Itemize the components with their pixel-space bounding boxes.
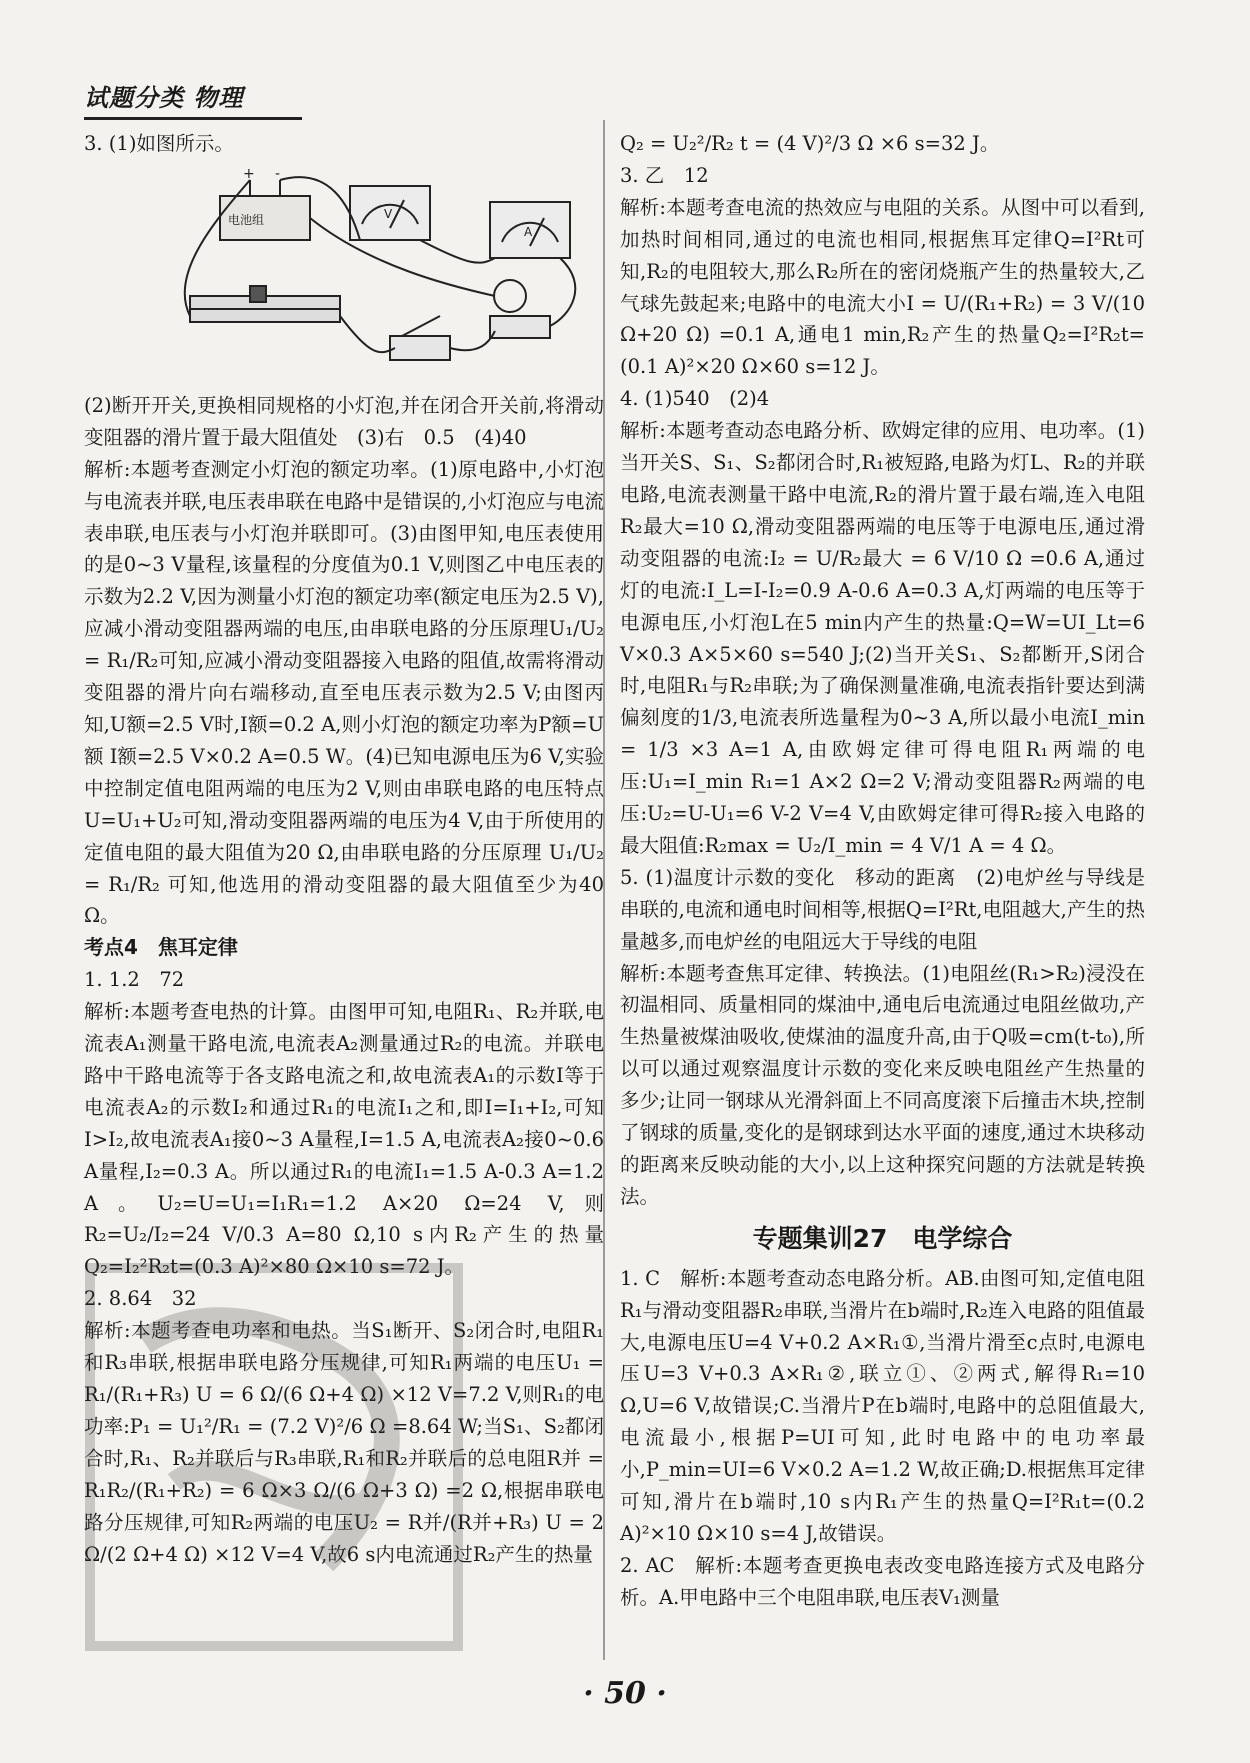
k4-analysis: 解析:本题考查动态电路分析、欧姆定律的应用、电功率。(1)当开关S、S₁、S₂都闭合时,R₁被短路,电路为灯L、R₂的并联电路,电流表测量干路中电流,R₂的滑片置于最右端,连入电阻R₂最大=10 Ω,滑动变阻器两端的电压等于电源电压,通过滑动变阻器的电流:I₂ = U/R₂最大 = 6 V/10 Ω =0.6 A,通过灯的电流:I_L=I-I₂=0.9 A-0.6 A=0.3 A,灯两端的电压等于电源电压,小灯泡L在5 min内产生的热量:Q=W=UI_Lt=6 V×0.3 A×5×60 s=540 J;(2)当开关S₁、S₂都断开,S闭合时,电阻R₁与R₂串联;为了确保测量准确,电流表指针要达到满偏刻度的1/3,电流表所选量程为0~3 A,所以最小电流I_min = 1/3 ×3 A=1 A,由欧姆定律可得电阻R₁两端的电压:U₁=I_min R₁=1 A×2 Ω=2 V;滑动变阻器R₂两端的电压:U₂=U-U₁=6 V-2 V=4 V,由欧姆定律可得R₂接入电路的最大阻值:R₂max = U₂/I_min = 4 V/1 A = 4 Ω。 xyxy=(620,419,1145,857)
topic-heading: 专题集训27 电学综合 xyxy=(752,1223,1013,1253)
page-header xyxy=(84,78,304,120)
k1-answer: 1. 1.2 72 xyxy=(84,968,185,992)
q3-intro: 3. (1)如图所示。 xyxy=(84,132,234,155)
k5-answer: 5. (1)温度计示数的变化 移动的距离 (2)电炉丝与导线是串联的,电流和通电时间相等,根据Q=I²Rt,电阻越大,产生的热量越多,而电炉丝的电阻远大于导线的电阻 xyxy=(620,865,1145,953)
k5-analysis: 解析:本题考查焦耳定律、转换法。(1)电阻丝(R₁>R₂)浸没在初温相同、质量相同的煤油中,通电后电流通过电阻丝做功,产生热量被煤油吸收,使煤油的温度升高,由于Q吸=cm(t-t₀),所以可以通过观察温度计示数的变化来反映电阻丝产生热量的多少;让同一钢球从光滑斜面上不同高度滚下后撞击木块,控制了钢球的质量,变化的是钢球到达水平面的速度,通过木块移动的距离来反映动能的大小,以上这种探究问题的方法就是转换法。 xyxy=(620,961,1145,1208)
k1-analysis: 解析:本题考查电热的计算。由图甲可知,电阻R₁、R₂并联,电流表A₁测量干路电流,电流表A₂测量通过R₂的电流。并联电路中干路电流等于各支路电流之和,故电流表A₁的示数I等于电流表A₂的示数I₂和通过R₁的电流I₁之和,即I=I₁+I₂,可知I>I₂,故电流表A₁接0~3 A量程,I=1.5 A,电流表A₂接0~0.6 A量程,I₂=0.3 A。所以通过R₁的电流I₁=1.5 A-0.3 A=1.2 A。U₂=U=U₁=I₁R₁=1.2 A×20 Ω=24 V,则R₂=U₂/I₂=24 V/0.3 A=80 Ω,10 s内R₂产生的热量Q₂=I₂²R₂t=(0.3 A)²×80 Ω×10 s=72 J。 xyxy=(84,1000,604,1279)
t2-answer: 2. AC 解析:本题考查更换电表改变电路连接方式及电路分析。A.甲电路中三个电阻串联,电压表V₁测量 xyxy=(620,1553,1145,1609)
ammeter-symbol: A xyxy=(524,224,533,239)
q2-result: Q₂ = U₂²/R₂ t = (4 V)²/3 Ω ×6 s=32 J。 xyxy=(620,132,1000,155)
k2-answer: 2. 8.64 32 xyxy=(84,1287,197,1311)
plus-label: + xyxy=(243,165,255,182)
k2-analysis: 解析:本题考查电功率和电热。当S₁断开、S₂闭合时,电阻R₁和R₃串联,根据串联电路分压规律,可知R₁两端的电压U₁ = R₁/(R₁+R₃) U = 6 Ω/(6 Ω+4 Ω) ×12 V=7.2 V,则R₁的电功率:P₁ = U₁²/R₁ = (7.2 V)²/6 Ω =8.64 W;当S₁、S₂都闭合时,R₁、R₂并联后与R₃串联,R₁和R₂并联后的总电阻R并 = R₁R₂/(R₁+R₂) = 6 Ω×3 Ω/(6 Ω+3 Ω) =2 Ω,根据串联电路分压规律,可知R₂两端的电压U₂ = R并/(R并+R₃) U = 2 Ω/(2 Ω+4 Ω) ×12 V=4 V,故6 s内电流通过R₂产生的热量 xyxy=(84,1319,604,1566)
minus-label: - xyxy=(275,165,281,182)
right-column xyxy=(620,128,1145,1614)
t1-answer: 1. C 解析:本题考查动态电路分析。AB.由图可知,定值电阻R₁与滑动变阻器R₂串联,当滑片在b端时,R₂连入电路的阻值最大,电源电压U=4 V+0.2 A×R₁①,当滑片滑至c点时,电源电压U=3 V+0.3 A×R₁②,联立①、②两式,解得R₁=10 Ω,U=6 V,故错误;C.当滑片P在b端时,电路中的总阻值最大,电流最小,根据P=UI可知,此时电路中的电功率最小,P_min=UI=6 V×0.2 A=1.2 W,故正确;D.根据焦耳定律可知,滑片在b端时,10 s内R₁产生的热量Q=I²R₁t=(0.2 A)²×10 Ω×10 s=4 J,故错误。 xyxy=(620,1266,1145,1545)
page-number: · 50 · xyxy=(583,1676,667,1711)
k3-answer: 3. 乙 12 xyxy=(620,163,709,187)
section-4-heading: 考点4 焦耳定律 xyxy=(84,935,238,960)
q3-part2: (2)断开开关,更换相同规格的小灯泡,并在闭合开关前,将滑动变阻器的滑片置于最大阻值处 (3)右 0.5 (4)40 xyxy=(84,393,604,449)
battery-label: 电池组 xyxy=(228,212,265,227)
voltmeter-symbol: V xyxy=(384,206,393,221)
circuit-drawing xyxy=(150,166,610,386)
k3-analysis: 解析:本题考查电流的热效应与电阻的关系。从图中可以看到,加热时间相同,通过的电流也相同,根据焦耳定律Q=I²Rt可知,R₂的电阻较大,那么R₂所在的密闭烧瓶产生的热量较大,乙气球先鼓起来;电路中的电流大小I = U/(R₁+R₂) = 3 V/(10 Ω+20 Ω) =0.1 A,通电1 min,R₂产生的热量Q₂=I²R₂t=(0.1 A)²×20 Ω×60 s=12 J。 xyxy=(620,195,1145,379)
left-column xyxy=(84,128,604,1570)
circuit-figure xyxy=(150,166,610,386)
k4-answer: 4. (1)540 (2)4 xyxy=(620,387,770,411)
q3-analysis: 解析:本题考查测定小灯泡的额定功率。(1)原电路中,小灯泡与电流表并联,电压表串联在电路中是错误的,小灯泡应与电流表串联,电压表与小灯泡并联即可。(3)由图甲知,电压表使用的是0~3 V量程,该量程的分度值为0.1 V,则图乙中电压表的示数为2.2 V,因为测量小灯泡的额定功率(额定电压为2.5 V),应减小滑动变阻器两端的电压,由串联电路的分压原理U₁/U₂ = R₁/R₂可知,应减小滑动变阻器接入电路的阻值,故需将滑动变阻器的滑片向右端移动,直至电压表示数为2.5 V;由图丙知,U额=2.5 V时,I额=0.2 A,则小灯泡的额定功率为P额=U额 I额=2.5 V×0.2 A=0.5 W。(4)已知电源电压为6 V,实验中控制定值电阻两端的电压为2 V,则由串联电路的电压特点U=U₁+U₂可知,滑动变阻器两端的电压为4 V,由于所使用的定值电阻的最大阻值为20 Ω,由串联电路的分压原理 U₁/U₂ = R₁/R₂ 可知,他选用的滑动变阻器的最大阻值至少为40 Ω。 xyxy=(84,457,604,928)
header-rule xyxy=(84,117,302,120)
header-title: 试题分类 物理 xyxy=(84,83,244,112)
